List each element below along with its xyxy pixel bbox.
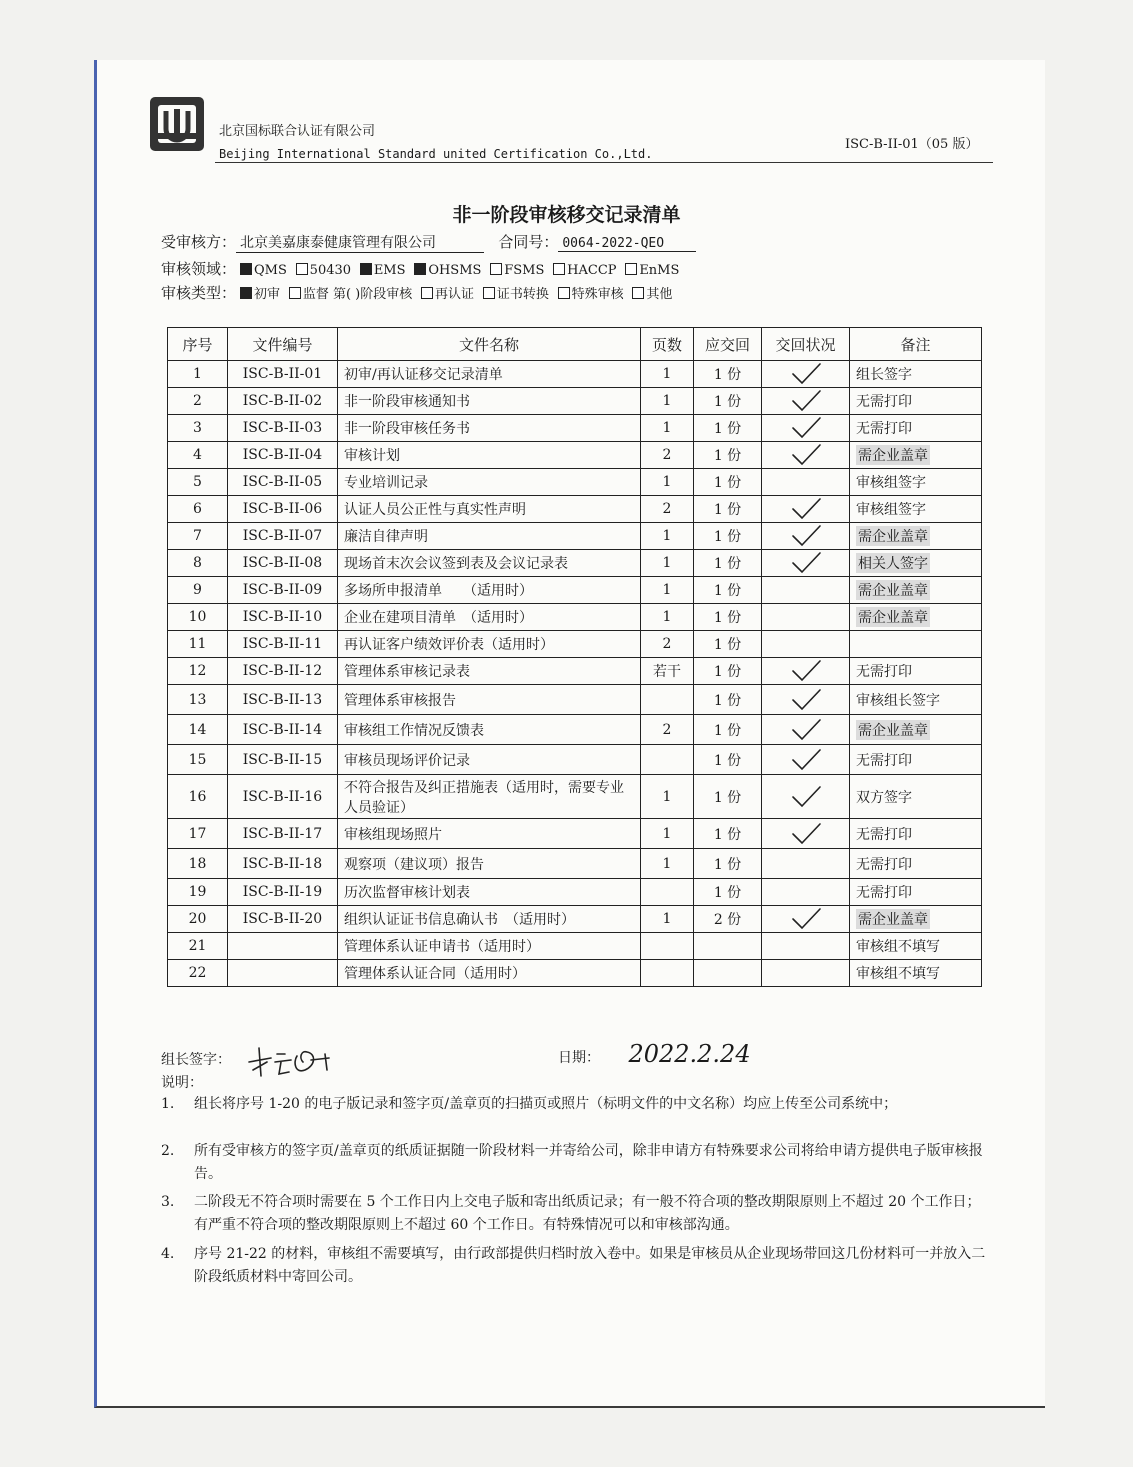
page-count: 1 [641,577,694,604]
document-number: ISC-B-II-01（05 版） [845,137,979,152]
remark-text: 无需打印 [856,752,912,769]
file-code: ISC-B-II-20 [228,906,338,933]
page-count [641,879,694,906]
return-status [762,685,850,715]
page-count: 2 [641,496,694,523]
page-count [641,933,694,960]
file-name: 历次监督审核计划表 [338,879,641,906]
page-count: 1 [641,849,694,879]
table-row [168,658,982,685]
file-code: ISC-B-II-18 [228,849,338,879]
page-count [641,960,694,987]
table-row [168,960,982,987]
type-checkbox[interactable] [632,287,644,299]
file-code: ISC-B-II-02 [228,388,338,415]
page-count: 1 [641,415,694,442]
return-status [762,658,850,685]
copies-due: 1 份 [694,631,762,658]
type-option [479,287,549,302]
return-status [762,715,850,745]
check-mark-icon [789,659,823,683]
file-name: 专业培训记录 [338,469,641,496]
table-row [168,496,982,523]
page-count: 1 [641,906,694,933]
table-row [168,906,982,933]
copies-due: 1 份 [694,819,762,849]
table-row [168,879,982,906]
domain-option-label: EMS [373,263,406,278]
return-status [762,496,850,523]
domain-checkbox[interactable] [360,263,372,275]
file-code: ISC-B-II-10 [228,604,338,631]
domain-option [356,263,406,278]
file-code: ISC-B-II-08 [228,550,338,577]
remark [850,819,982,849]
notes-title: 说明： [161,1075,203,1091]
page-count [641,745,694,775]
domain-option-label: QMS [254,263,287,278]
remark-text: 无需打印 [856,664,912,680]
copies-due: 1 份 [694,604,762,631]
copies-due: 1 份 [694,775,762,819]
remark [850,849,982,879]
check-mark-icon [789,362,823,386]
remark-text: 需企业盖章 [856,526,930,546]
check-mark-icon [789,551,823,575]
check-mark-icon [789,907,823,931]
remark [850,879,982,906]
file-name: 不符合报告及纠正措施表（适用时，需要专业人员验证） [338,775,641,819]
copies-due: 1 份 [694,361,762,388]
file-code: ISC-B-II-15 [228,745,338,775]
page-count: 2 [641,442,694,469]
row-number: 19 [168,879,228,906]
copies-due: 1 份 [694,550,762,577]
row-number: 9 [168,577,228,604]
return-status [762,442,850,469]
domain-checkbox[interactable] [490,263,502,275]
domain-option [236,263,287,278]
remark-text: 相关人签字 [856,553,930,573]
remark-text: 需企业盖章 [856,445,930,465]
remark [850,933,982,960]
contract-number: 0064-2022-QEO [558,236,696,252]
return-status [762,415,850,442]
remark [850,523,982,550]
file-code [228,960,338,987]
file-name: 企业在建项目清单 （适用时） [338,604,641,631]
remark-text: 审核组长签字 [856,692,940,709]
type-option-label: 初审 [254,287,281,302]
note-text: 二阶段无不符合项时需要在 5 个工作日内上交电子版和寄出纸质记录；有一般不符合项的整改期限原则上不超过 20 个工作日；有严重不符合项的整改期限原则上不超过 60 个工作日。有特殊情况可以和审核部沟通。 [194,1194,981,1233]
file-code: ISC-B-II-14 [228,715,338,745]
column-header: 文件编号 [228,328,338,361]
remark-text: 需企业盖章 [856,720,930,740]
file-code: ISC-B-II-05 [228,469,338,496]
return-status [762,550,850,577]
file-code: ISC-B-II-01 [228,361,338,388]
domain-option-label: HACCP [567,263,617,278]
file-name: 现场首末次会议签到表及会议记录表 [338,550,641,577]
leader-signature [241,1040,341,1080]
remark-text: 组长签字 [856,367,912,383]
note-text: 所有受审核方的签字页/盖章页的纸质证据随一阶段材料一并寄给公司，除非申请方有特殊要求公司将给申请方提供电子版审核报告。 [194,1143,983,1182]
transfer-table [167,327,982,987]
remark-text: 审核组签字 [856,475,926,491]
column-header: 页数 [641,328,694,361]
check-mark-icon [789,748,823,772]
remark-text: 审核组不填写 [856,939,940,955]
type-checkbox[interactable] [240,287,252,299]
column-header: 序号 [168,328,228,361]
remark-text: 需企业盖章 [856,909,930,929]
return-status [762,523,850,550]
file-code: ISC-B-II-03 [228,415,338,442]
table-row [168,577,982,604]
remark [850,685,982,715]
header-rule [215,162,993,163]
row-number: 8 [168,550,228,577]
row-number: 10 [168,604,228,631]
table-row [168,715,982,745]
copies-due: 1 份 [694,469,762,496]
note-item [161,1243,991,1289]
remark-text: 无需打印 [856,826,912,843]
row-number: 16 [168,775,228,819]
table-row [168,388,982,415]
remark-text: 无需打印 [856,394,912,410]
file-name: 认证人员公正性与真实性声明 [338,496,641,523]
page-count: 2 [641,715,694,745]
note-number: 1. [161,1096,175,1112]
file-name: 再认证客户绩效评价表（适用时） [338,631,641,658]
return-status [762,933,850,960]
note-item [161,1093,991,1116]
table-row [168,469,982,496]
row-number: 11 [168,631,228,658]
page-count: 1 [641,523,694,550]
row-number: 12 [168,658,228,685]
table-row [168,849,982,879]
return-status [762,960,850,987]
table-row [168,550,982,577]
company-name-cn: 北京国标联合认证有限公司 [219,124,376,139]
copies-due: 2 份 [694,906,762,933]
type-option-label: 特殊审核 [571,287,624,302]
page-title: 非一阶段审核移交记录清单 [452,204,681,226]
type-option [285,287,412,302]
remark-text: 审核组不填写 [856,966,940,982]
type-option-label: 监督 第( )阶段审核 [302,287,413,302]
table-row [168,745,982,775]
file-name: 廉洁自律声明 [338,523,641,550]
file-name: 管理体系审核报告 [338,685,641,715]
table-row [168,415,982,442]
file-code: ISC-B-II-19 [228,879,338,906]
row-number: 7 [168,523,228,550]
file-code: ISC-B-II-04 [228,442,338,469]
check-mark-icon [789,389,823,413]
file-code: ISC-B-II-11 [228,631,338,658]
note-text: 序号 21-22 的材料，审核组不需要填写，由行政部提供归档时放入卷中。如果是审核员从企业现场带回这几份材料可一并放入二阶段纸质材料中寄回公司。 [194,1246,986,1285]
domain-checkbox[interactable] [240,263,252,275]
type-option [628,287,672,302]
column-header: 文件名称 [338,328,641,361]
page-count: 1 [641,361,694,388]
row-number: 18 [168,849,228,879]
remark [850,469,982,496]
column-header: 交回状况 [762,328,850,361]
file-code: ISC-B-II-06 [228,496,338,523]
file-name: 审核计划 [338,442,641,469]
check-mark-icon [789,718,823,742]
remark-text: 审核组签字 [856,502,926,518]
domain-label: 审核领域： [161,260,237,278]
table-row [168,523,982,550]
copies-due: 1 份 [694,496,762,523]
column-header: 备注 [850,328,982,361]
page-count: 1 [641,819,694,849]
domain-checkbox[interactable] [553,263,565,275]
domain-option [292,263,351,278]
copies-due: 1 份 [694,685,762,715]
copies-due: 1 份 [694,523,762,550]
remark-text: 需企业盖章 [856,607,930,627]
file-code [228,933,338,960]
domain-option-label: 50430 [309,263,352,278]
remark [850,658,982,685]
page-count: 1 [641,469,694,496]
page-count: 若干 [641,658,694,685]
copies-due: 1 份 [694,442,762,469]
type-label: 审核类型： [161,284,237,302]
client-name: 北京美嘉康泰健康管理有限公司 [236,232,484,253]
copies-due: 1 份 [694,658,762,685]
remark-text: 需企业盖章 [856,580,930,600]
row-number: 22 [168,960,228,987]
table-row [168,361,982,388]
remark [850,604,982,631]
file-name: 观察项（建议项）报告 [338,849,641,879]
audit-domain-line [161,258,679,279]
return-status [762,775,850,819]
row-number: 3 [168,415,228,442]
file-name: 非一阶段审核任务书 [338,415,641,442]
table-row [168,631,982,658]
row-number: 17 [168,819,228,849]
return-status [762,906,850,933]
check-mark-icon [789,688,823,712]
return-status [762,631,850,658]
page-count: 2 [641,631,694,658]
file-code: ISC-B-II-13 [228,685,338,715]
table-row [168,775,982,819]
remark [850,442,982,469]
file-name: 审核员现场评价记录 [338,745,641,775]
check-mark-icon [789,497,823,521]
company-logo [148,95,206,153]
return-status [762,819,850,849]
check-mark-icon [789,443,823,467]
domain-option-label: OHSMS [428,263,482,278]
row-number: 1 [168,361,228,388]
note-text: 组长将序号 1-20 的电子版记录和签字页/盖章页的扫描页或照片（标明文件的中文名称）均应上传至公司系统中； [194,1096,898,1112]
copies-due: 1 份 [694,577,762,604]
type-checkbox[interactable] [421,287,433,299]
return-status [762,361,850,388]
row-number: 15 [168,745,228,775]
return-status [762,879,850,906]
type-checkbox[interactable] [289,287,301,299]
domain-option [549,263,616,278]
domain-checkbox[interactable] [296,263,308,275]
type-option [236,287,280,302]
remark [850,361,982,388]
copies-due: 1 份 [694,849,762,879]
remark [850,715,982,745]
copies-due [694,960,762,987]
file-name: 非一阶段审核通知书 [338,388,641,415]
check-mark-icon [789,524,823,548]
date-value: 2022.2.24 [628,1040,751,1068]
remark [850,775,982,819]
file-name: 多场所申报清单 （适用时） [338,577,641,604]
row-number: 6 [168,496,228,523]
domain-option [621,263,679,278]
type-option-label: 其他 [646,287,673,302]
domain-checkbox[interactable] [625,263,637,275]
table-row [168,933,982,960]
copies-due: 1 份 [694,879,762,906]
note-number: 2. [161,1143,175,1159]
check-mark-icon [789,416,823,440]
domain-checkbox[interactable] [414,263,426,275]
type-option-label: 再认证 [435,287,475,302]
copies-due [694,933,762,960]
contract-label: 合同号： [498,233,559,251]
remark [850,577,982,604]
domain-option-label: EnMS [639,263,680,278]
remark-text: 无需打印 [856,421,912,437]
remark [850,496,982,523]
file-code: ISC-B-II-09 [228,577,338,604]
copies-due: 1 份 [694,388,762,415]
copies-due: 1 份 [694,715,762,745]
row-number: 14 [168,715,228,745]
file-name: 管理体系审核记录表 [338,658,641,685]
page-count [641,685,694,715]
return-status [762,388,850,415]
copies-due: 1 份 [694,415,762,442]
check-mark-icon [789,785,823,809]
file-name: 管理体系认证合同（适用时） [338,960,641,987]
row-number: 5 [168,469,228,496]
file-name: 管理体系认证申请书（适用时） [338,933,641,960]
page-count: 1 [641,604,694,631]
return-status [762,577,850,604]
table-row [168,685,982,715]
company-name-en: Beijing International Standard united Certification Co.,Ltd. [219,147,653,161]
audit-type-line [161,282,672,303]
return-status [762,604,850,631]
note-item [161,1191,991,1237]
remark [850,631,982,658]
check-mark-icon [789,822,823,846]
client-label: 受审核方： [161,233,237,251]
copies-due: 1 份 [694,745,762,775]
return-status [762,469,850,496]
remark [850,745,982,775]
type-option-label: 证书转换 [496,287,549,302]
return-status [762,849,850,879]
page-count: 1 [641,388,694,415]
date-row [558,1040,751,1068]
note-number: 4. [161,1246,175,1262]
row-number: 21 [168,933,228,960]
table-row [168,819,982,849]
file-code: ISC-B-II-17 [228,819,338,849]
column-header: 应交回 [694,328,762,361]
note-number: 3. [161,1194,175,1210]
remark [850,415,982,442]
file-code: ISC-B-II-07 [228,523,338,550]
row-number: 20 [168,906,228,933]
leader-signature-label: 组长签字： [161,1052,231,1068]
table-row [168,442,982,469]
file-name: 组织认证证书信息确认书 （适用时） [338,906,641,933]
note-item [161,1140,991,1186]
type-checkbox[interactable] [483,287,495,299]
remark-text: 双方签字 [856,789,912,806]
client-line [161,231,696,253]
domain-option-label: FSMS [504,263,545,278]
file-code: ISC-B-II-12 [228,658,338,685]
remark [850,550,982,577]
domain-option [486,263,544,278]
date-label: 日期： [558,1050,600,1066]
remark [850,388,982,415]
file-name: 初审/再认证移交记录清单 [338,361,641,388]
page-count: 1 [641,550,694,577]
type-option [417,287,474,302]
type-option [554,287,624,302]
row-number: 4 [168,442,228,469]
remark [850,960,982,987]
table-row [168,604,982,631]
row-number: 13 [168,685,228,715]
file-code: ISC-B-II-16 [228,775,338,819]
type-checkbox[interactable] [558,287,570,299]
row-number: 2 [168,388,228,415]
remark-text: 无需打印 [856,885,912,901]
remark-text: 无需打印 [856,856,912,873]
file-name: 审核组工作情况反馈表 [338,715,641,745]
remark [850,906,982,933]
page-count: 1 [641,775,694,819]
return-status [762,745,850,775]
domain-option [410,263,481,278]
file-name: 审核组现场照片 [338,819,641,849]
